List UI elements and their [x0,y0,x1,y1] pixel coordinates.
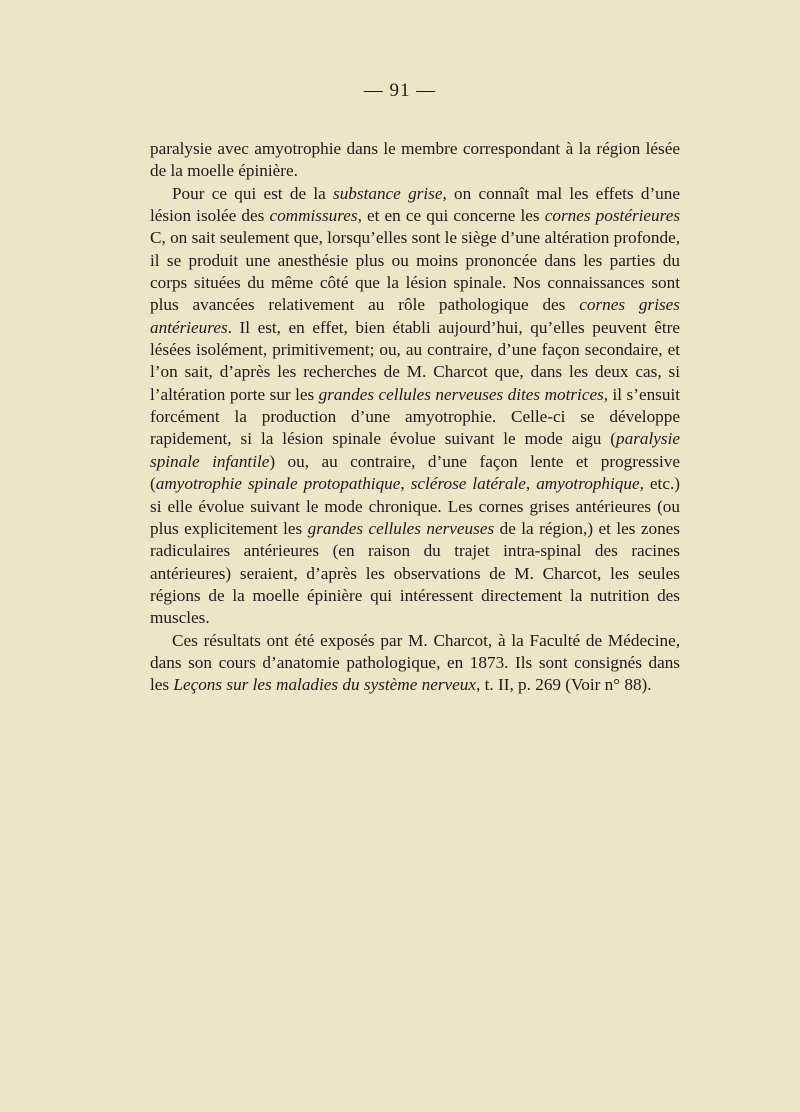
italic-phrase: substance grise [333,183,443,203]
italic-phrase: Leçons sur les maladies du système nerveux [173,675,477,695]
text-run: paralysie avec amyotrophie dans le membre correspondant à la région lésée de la moelle épinière. [150,139,680,181]
paragraph [150,138,680,183]
text-run: , etc.) si elle évolue suivant le mode chronique. Les cornes grises antérieures (ou plus explicitement les [150,474,680,538]
italic-phrase: cornes postérieures [544,206,681,226]
italic-phrase: paralysie spinale infantile [150,429,680,471]
italic-phrase: sclérose latérale [410,474,526,494]
italic-phrase: amyotrophie spinale protopathique [155,474,401,494]
text-run: Pour ce qui est de la [172,183,334,203]
text-run: ) ou, au contraire, d’une façon lente et progressive ( [150,451,680,494]
text-run: C, on sait seulement que, lorsqu’elles sont le siège d’une altération profonde, il se produit une anesthésie plus ou moins prononcée dans les parties du corps situées du même côté que la lésion spinale. Nos connaissances sont plus avancées relativement au rôle pathologique des [150,228,680,315]
text-run: Ces résultats ont été exposés par M. Charcot, à la Faculté de Médecine, dans son cours d’anatomie pathologique, en 1873. Ils sont consignés dans les [150,630,680,695]
paragraph [150,630,680,697]
italic-phrase: cornes grises antérieures [150,295,680,337]
italic-phrase: amyotrophique [536,474,640,494]
page-number: — 91 — [363,80,437,101]
text-run: . Il est, en effet, bien établi aujourd’hui, qu’elles peuvent être lésées isolément, primitivement; ou, au contraire, d’une façon secondaire, et l’on sait, d’après les recherches de M. Charcot que, dans les deux cas, si l’altération porte sur les [150,317,680,404]
text-run: , [525,474,537,494]
text-run: , et en ce qui concerne les [357,206,545,226]
text-run: de la région,) et les zones radiculaires antérieures (en raison du trajet intra-spinal des racines antérieures) seraient, d’après les observations de M. Charcot, les seules régions de la moelle épinière qui intéressent directement la nutrition des muscles. [150,518,680,628]
italic-phrase: commissures [269,206,358,226]
text-run: , [400,474,411,494]
italic-phrase: grandes cellules nerveuses [307,518,495,538]
text-run: , il s’ensuit forcément la production d’une amyotrophie. Celle-ci se développe rapidement, si la lésion spinale évolue suivant le mode aigu ( [150,384,680,449]
text-run: , t. II, p. 269 (Voir n° 88). [476,675,652,695]
body-text [150,138,680,697]
paragraph [150,183,680,630]
text-run: , on connaît mal les effets d’une lésion isolée des [150,183,680,226]
italic-phrase: grandes cellules nerveuses dites motrices [318,384,604,404]
